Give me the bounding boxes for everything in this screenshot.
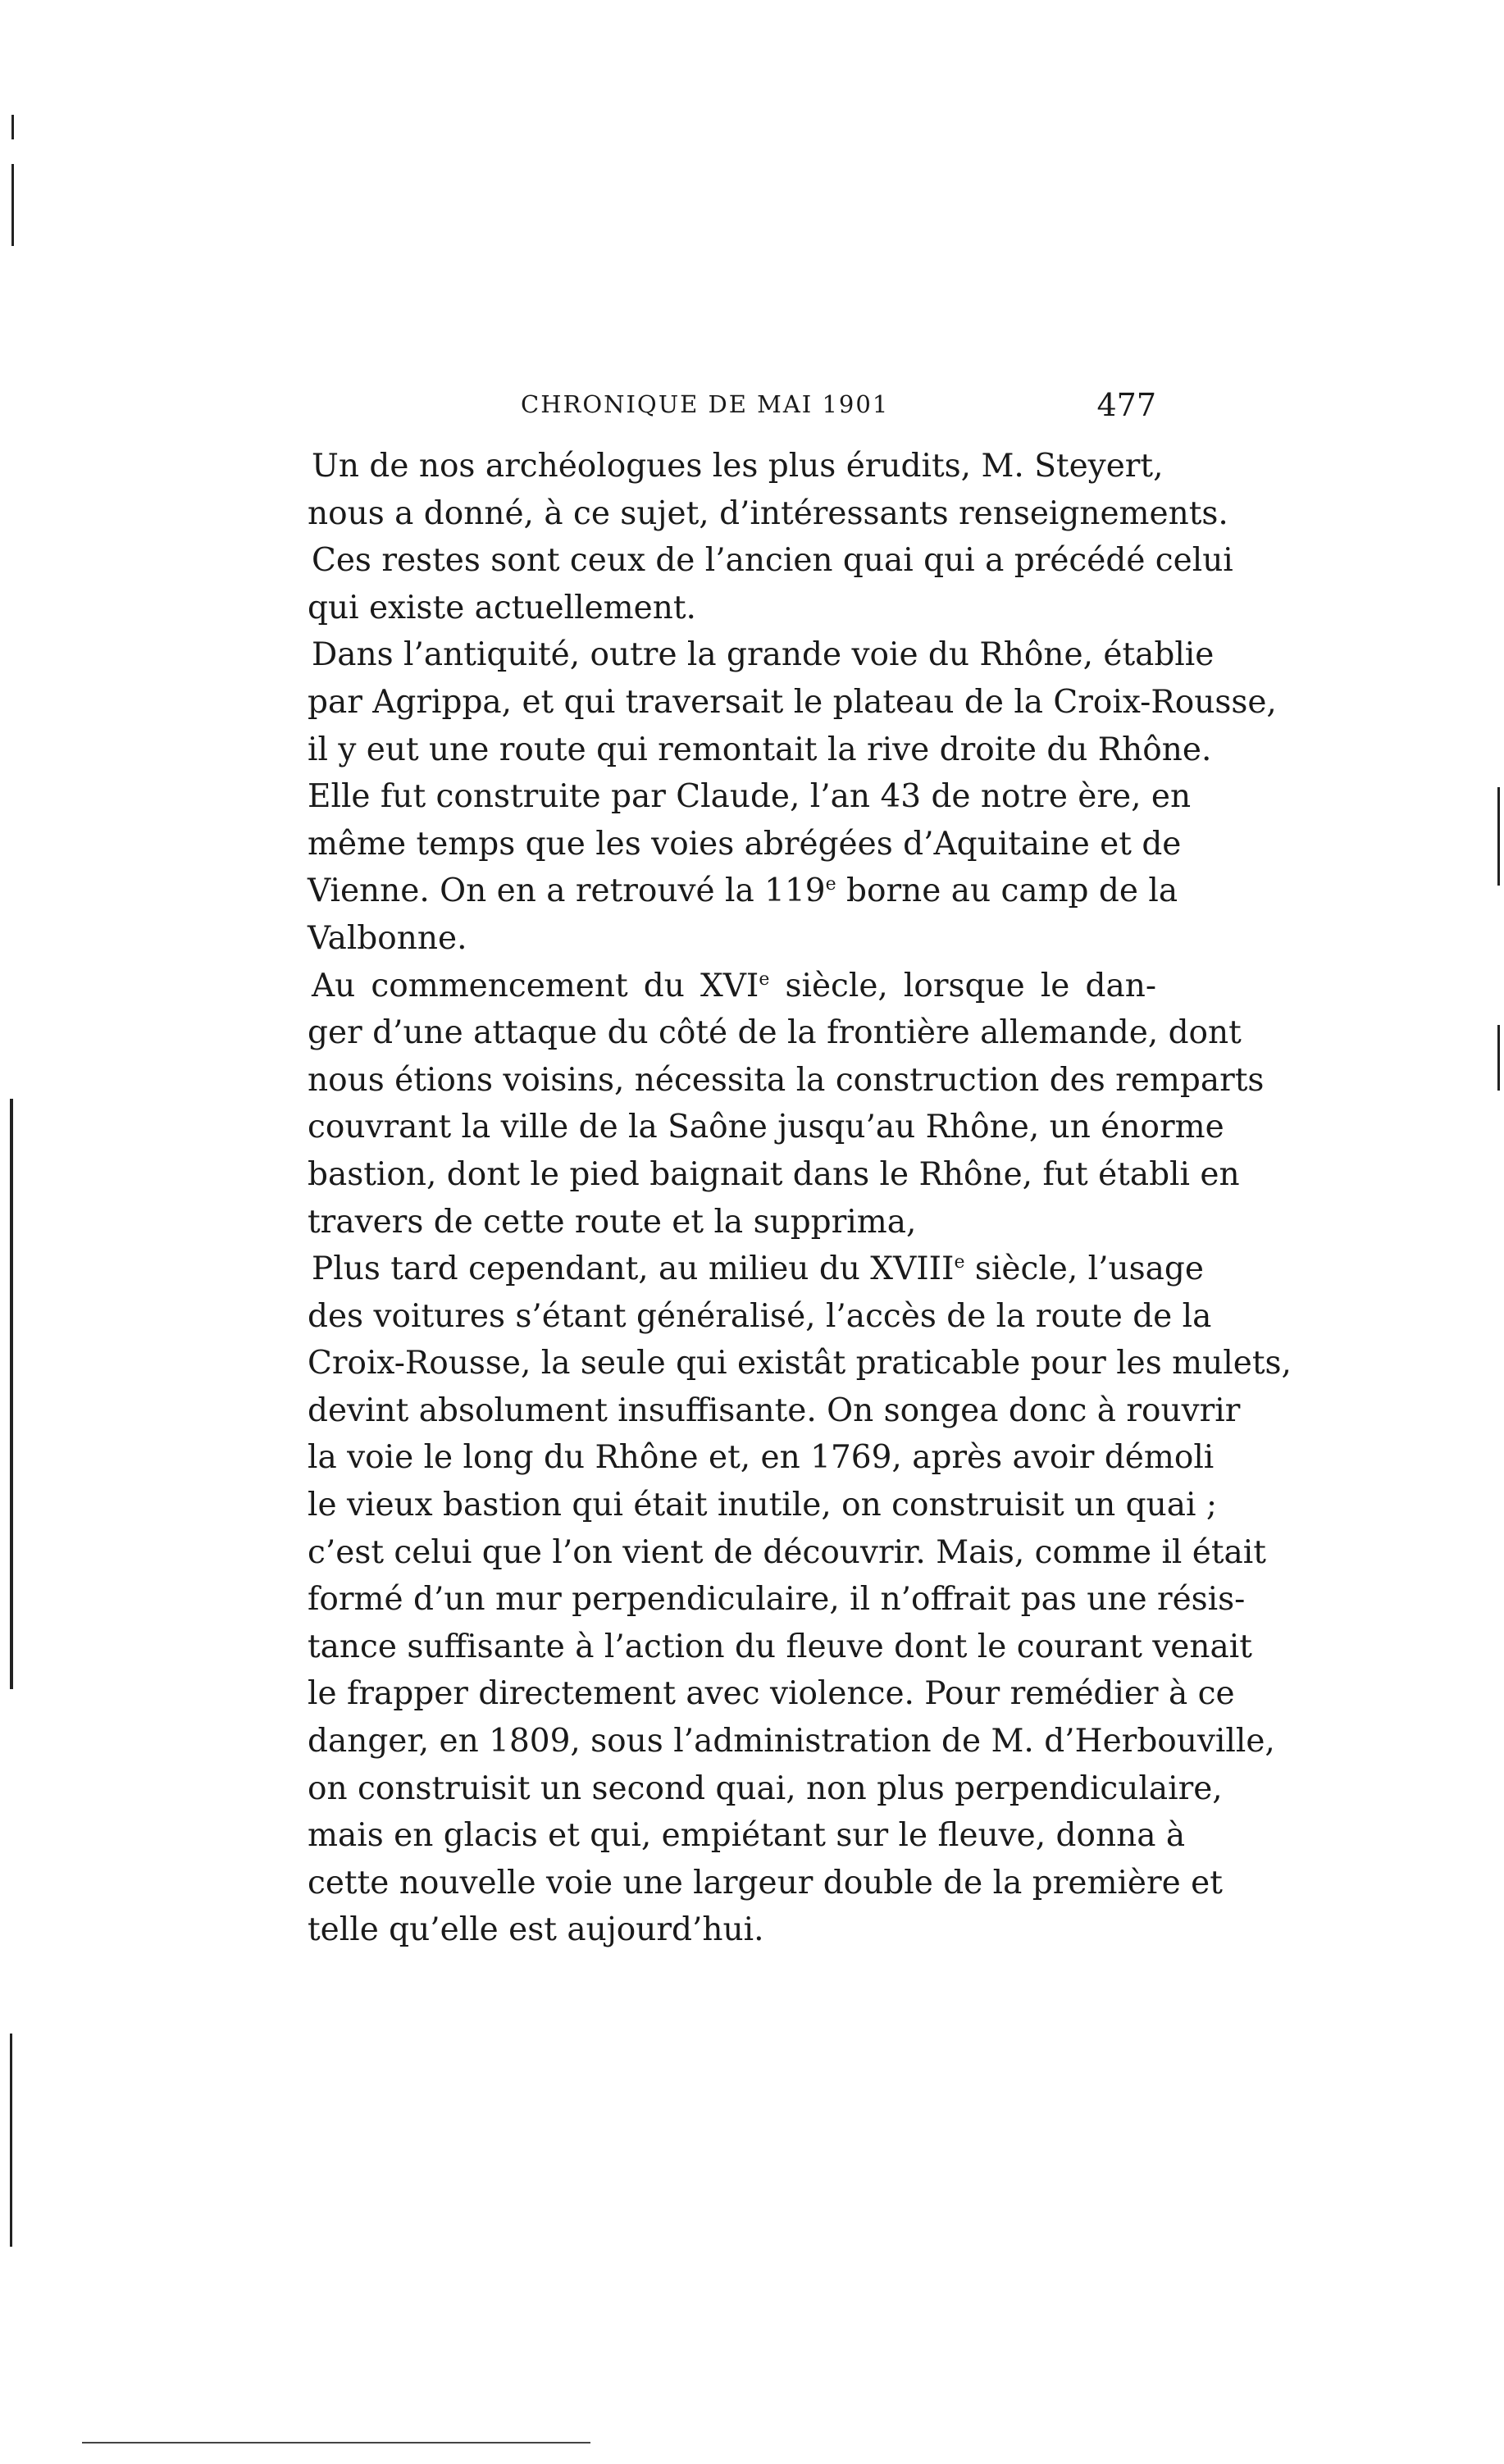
- scan-margin-mark: [10, 2034, 12, 2247]
- text-line: formé d’un mur perpendiculaire, il n’offrait pas une résis-: [308, 1581, 1246, 1619]
- text-line: [308, 1246, 1204, 1293]
- text-segment: Vienne. On en a retrouvé la 119: [308, 872, 826, 910]
- scan-margin-mark: [11, 164, 14, 246]
- page-number: 477: [1096, 387, 1156, 423]
- text-line: ger d’une attaque du côté de la frontière allemande, dont: [308, 1014, 1242, 1052]
- running-title: CHRONIQUE DE MAI 1901: [521, 390, 890, 418]
- text-line: [308, 868, 1178, 915]
- text-segment: borne au camp de la: [836, 872, 1178, 910]
- text-line: le frapper directement avec violence. Pour remédier à ce: [308, 1675, 1235, 1713]
- scan-margin-mark: [1497, 1025, 1500, 1091]
- text-line: tance suffisante à l’action du fleuve dont le courant venait: [308, 1628, 1252, 1665]
- text-line: des voitures s’étant généralisé, l’accès de la route de la: [308, 1297, 1212, 1335]
- text-line: c’est celui que l’on vient de découvrir. Mais, comme il était: [308, 1533, 1266, 1571]
- text-line: Elle fut construite par Claude, l’an 43 de notre ère, en: [308, 778, 1192, 816]
- text-line: travers de cette route et la supprima,: [308, 1203, 917, 1241]
- text-line: danger, en 1809, sous l’administration de M. d’Herbouville,: [308, 1723, 1275, 1760]
- text-line: mais en glacis et qui, empiétant sur le fleuve, donna à: [308, 1817, 1186, 1855]
- text-line: couvrant la ville de la Saône jusqu’au Rhône, un énorme: [308, 1109, 1224, 1146]
- scan-margin-mark: [1497, 787, 1500, 886]
- text-line: [308, 963, 1156, 1010]
- text-line: on construisit un second quai, non plus perpendiculaire,: [308, 1769, 1223, 1807]
- text-segment: Plus tard cependant, au milieu du XVIII: [312, 1250, 955, 1288]
- superscript: e: [954, 1252, 965, 1273]
- text-line: nous étions voisins, nécessita la construction des remparts: [308, 1061, 1265, 1099]
- text-line: nous a donné, à ce sujet, d’intéressants renseignements.: [308, 494, 1228, 532]
- superscript: e: [759, 968, 770, 990]
- text-line: cette nouvelle voie une largeur double de la première et: [308, 1864, 1223, 1902]
- scan-margin-mark: [11, 115, 14, 139]
- text-line: même temps que les voies abrégées d’Aquitaine et de: [308, 825, 1182, 863]
- running-head: [308, 384, 1156, 425]
- text-line: il y eut une route qui remontait la rive droite du Rhône.: [308, 731, 1212, 768]
- text-line: par Agrippa, et qui traversait le plateau de la Croix-Rousse,: [308, 683, 1277, 721]
- text-segment: siècle, lorsque le dan-: [769, 967, 1156, 1004]
- text-line: Dans l’antiquité, outre la grande voie du Rhône, établie: [312, 636, 1215, 674]
- text-line: la voie le long du Rhône et, en 1769, après avoir démoli: [308, 1439, 1215, 1477]
- text-segment: siècle, l’usage: [964, 1250, 1204, 1288]
- text-line: Croix-Rousse, la seule qui existât praticable pour les mulets,: [308, 1345, 1292, 1382]
- scan-bottom-rule: [82, 2442, 590, 2444]
- text-line: le vieux bastion qui était inutile, on construisit un quai ;: [308, 1487, 1218, 1524]
- text-line: Ces restes sont ceux de l’ancien quai qui a précédé celui: [312, 542, 1233, 580]
- text-line: Un de nos archéologues les plus érudits, M. Steyert,: [312, 448, 1164, 485]
- body-text: [308, 443, 1292, 1954]
- text-line: telle qu’elle est aujourd’hui.: [308, 1911, 764, 1949]
- text-line: Valbonne.: [308, 919, 467, 957]
- scan-margin-mark: [10, 1099, 13, 1689]
- text-line: bastion, dont le pied baignait dans le Rhône, fut établi en: [308, 1155, 1240, 1193]
- text-line: qui existe actuellement.: [308, 589, 696, 626]
- superscript: e: [825, 874, 836, 895]
- text-line: devint absolument insuffisante. On songea donc à rouvrir: [308, 1391, 1241, 1429]
- text-segment: Au commencement du XVI: [312, 967, 759, 1004]
